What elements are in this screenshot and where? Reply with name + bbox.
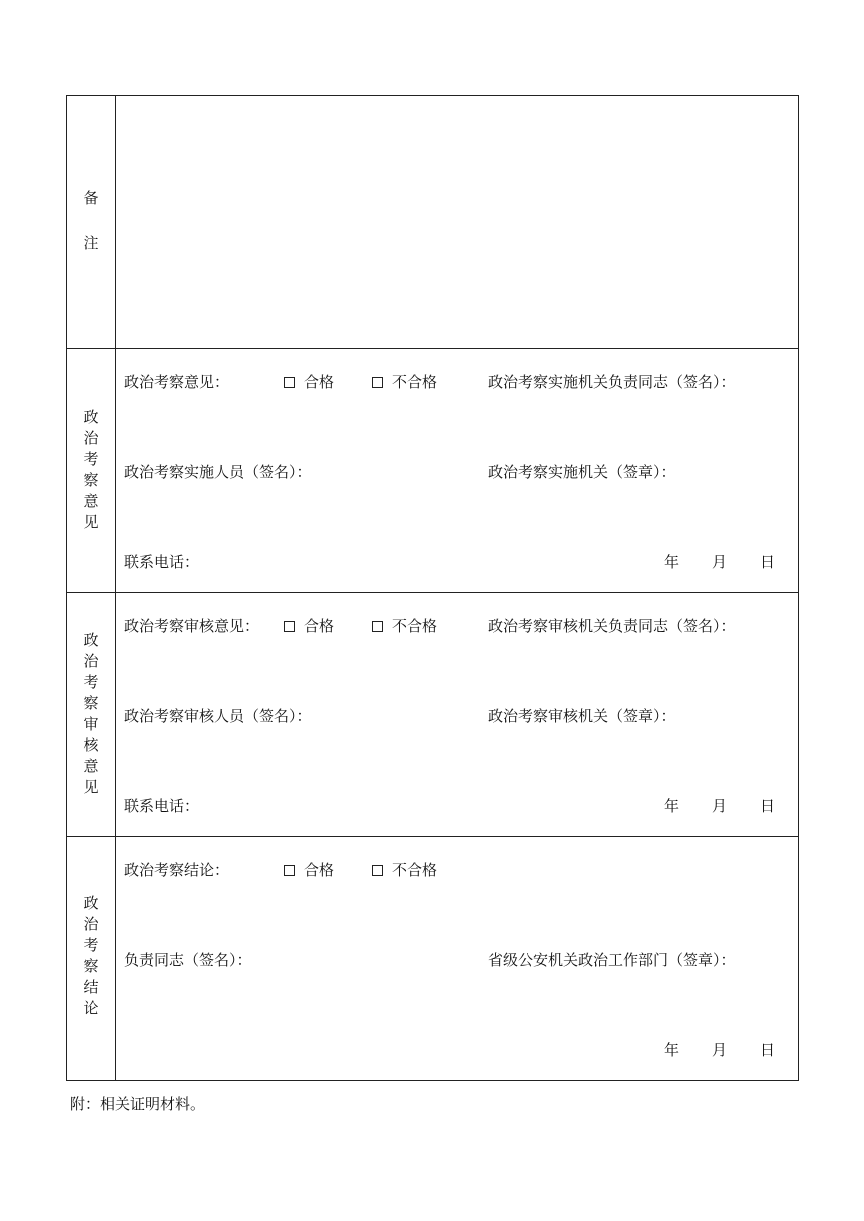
pass-label: 合格 [304,373,335,391]
remarks-content-area[interactable] [116,96,798,349]
remarks-label-char: 注 [83,234,99,252]
review-staff-sign: 政治考察审核人员（签名）： [124,707,312,725]
opinion-label-char: 意 [83,492,99,510]
review-label-char: 审 [83,715,99,733]
opinion-phone: 联系电话： [124,553,200,571]
fail-checkbox[interactable] [372,377,383,388]
pass-checkbox[interactable] [284,621,295,632]
review-org-seal: 政治考察审核机关（签章）： [488,707,676,725]
form-table [66,95,799,1081]
pass-checkbox[interactable] [284,865,295,876]
review-label-char: 治 [83,652,99,670]
opinion-org-seal: 政治考察实施机关（签章）： [488,463,676,481]
conclusion-pass-option[interactable] [284,860,334,880]
conclusion-dept-seal: 省级公安机关政治工作部门（签章）： [488,951,736,969]
review-label [67,593,116,837]
conclusion-field-label: 政治考察结论： [124,861,230,879]
opinion-label-char: 治 [83,429,99,447]
review-label-char: 核 [83,736,99,754]
conclusion-label [67,837,116,1080]
fail-checkbox[interactable] [372,621,383,632]
opinion-label-char: 见 [83,513,99,531]
review-day: 日 [760,797,776,815]
opinion-label-char: 政 [83,408,99,426]
review-field-label: 政治考察审核意见： [124,617,260,635]
opinion-pass-option[interactable] [284,372,334,392]
conclusion-label-char: 论 [83,999,99,1017]
review-label-char: 察 [83,694,99,712]
conclusion-fail-option[interactable] [372,860,437,880]
opinion-field-label: 政治考察意见： [124,373,230,391]
review-row [67,592,798,837]
review-label-char: 意 [83,757,99,775]
fail-label: 不合格 [392,373,438,391]
conclusion-label-char: 治 [83,915,99,933]
conclusion-label-char: 考 [83,936,99,954]
remarks-row [67,96,798,349]
review-label-char: 见 [83,778,99,796]
review-fail-option[interactable] [372,616,437,636]
opinion-year: 年 [664,553,680,571]
conclusion-label-char: 察 [83,957,99,975]
opinion-month: 月 [712,553,728,571]
fail-checkbox[interactable] [372,865,383,876]
fail-label: 不合格 [392,861,438,879]
conclusion-label-char: 结 [83,978,99,996]
review-responsible-sign: 政治考察审核机关负责同志（签名）： [488,617,736,635]
review-pass-option[interactable] [284,616,334,636]
fail-label: 不合格 [392,617,438,635]
review-phone: 联系电话： [124,797,200,815]
conclusion-month: 月 [712,1041,728,1059]
opinion-staff-sign: 政治考察实施人员（签名）： [124,463,312,481]
conclusion-row [67,836,798,1080]
opinion-day: 日 [760,553,776,571]
conclusion-day: 日 [760,1041,776,1059]
review-label-char: 政 [83,631,99,649]
footnote: 附：相关证明材料。 [70,1095,206,1113]
conclusion-year: 年 [664,1041,680,1059]
opinion-fail-option[interactable] [372,372,437,392]
opinion-row [67,348,798,593]
opinion-label-char: 考 [83,450,99,468]
pass-label: 合格 [304,861,335,879]
conclusion-label-char: 政 [83,894,99,912]
review-label-char: 考 [83,673,99,691]
opinion-label [67,349,116,593]
pass-label: 合格 [304,617,335,635]
review-month: 月 [712,797,728,815]
review-year: 年 [664,797,680,815]
remarks-label-char: 备 [83,189,99,207]
opinion-responsible-sign: 政治考察实施机关负责同志（签名）： [488,373,736,391]
conclusion-responsible-sign: 负责同志（签名）： [124,951,252,969]
opinion-label-char: 察 [83,471,99,489]
remarks-label [67,96,116,349]
pass-checkbox[interactable] [284,377,295,388]
